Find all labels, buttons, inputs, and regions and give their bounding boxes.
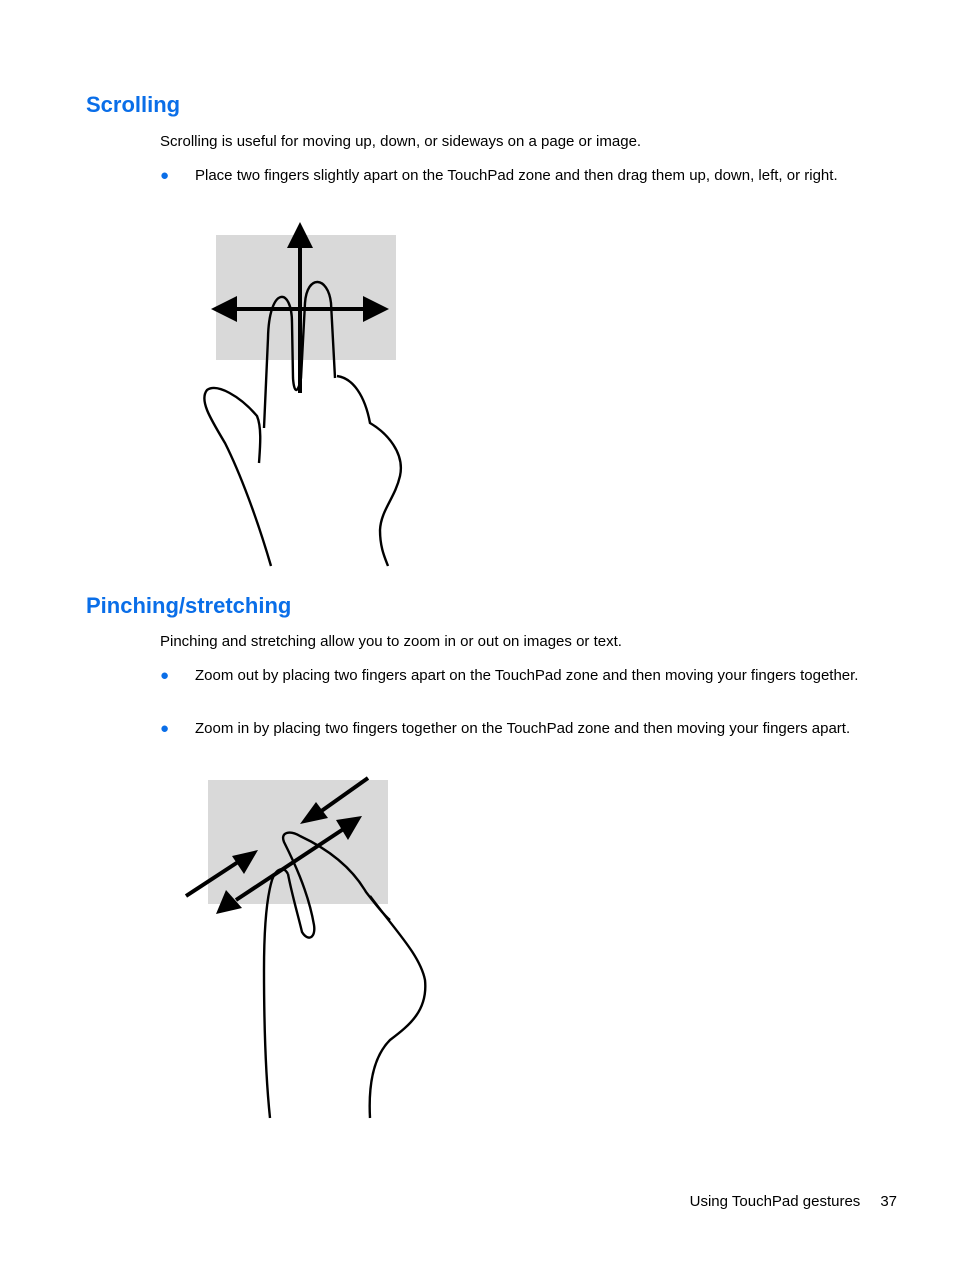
- section-heading-pinching-stretching: Pinching/stretching: [86, 593, 292, 618]
- page-number: 37: [880, 1193, 897, 1210]
- hand-outline: [204, 388, 271, 566]
- pinching-intro: Pinching and stretching allow you to zoom in or out on images or text.: [160, 633, 622, 650]
- page-footer: [690, 1192, 897, 1211]
- bullet-icon: ●: [160, 720, 170, 737]
- footer-title: Using TouchPad gestures: [689, 1193, 861, 1210]
- bullet-icon: ●: [160, 667, 170, 684]
- bullet-text: Place two fingers slightly apart on the TouchPad zone and then drag them up, down, left, or right.: [195, 167, 838, 184]
- bullet-text: Zoom in by placing two fingers together on the TouchPad zone and then moving your fingers apart.: [195, 720, 851, 737]
- section-heading-scrolling: Scrolling: [86, 92, 181, 117]
- bullet-icon: ●: [160, 167, 170, 184]
- bullet-text: Zoom out by placing two fingers apart on the TouchPad zone and then moving your fingers together.: [195, 667, 859, 684]
- pinch-stretch-illustration: [180, 770, 440, 1122]
- two-finger-scroll-illustration: [195, 218, 415, 570]
- hand-outline: [264, 869, 288, 1118]
- hand-outline-right: [337, 376, 401, 566]
- scrolling-intro: Scrolling is useful for moving up, down, or sideways on a page or image.: [160, 133, 642, 150]
- hand-outline-right: [370, 896, 426, 1118]
